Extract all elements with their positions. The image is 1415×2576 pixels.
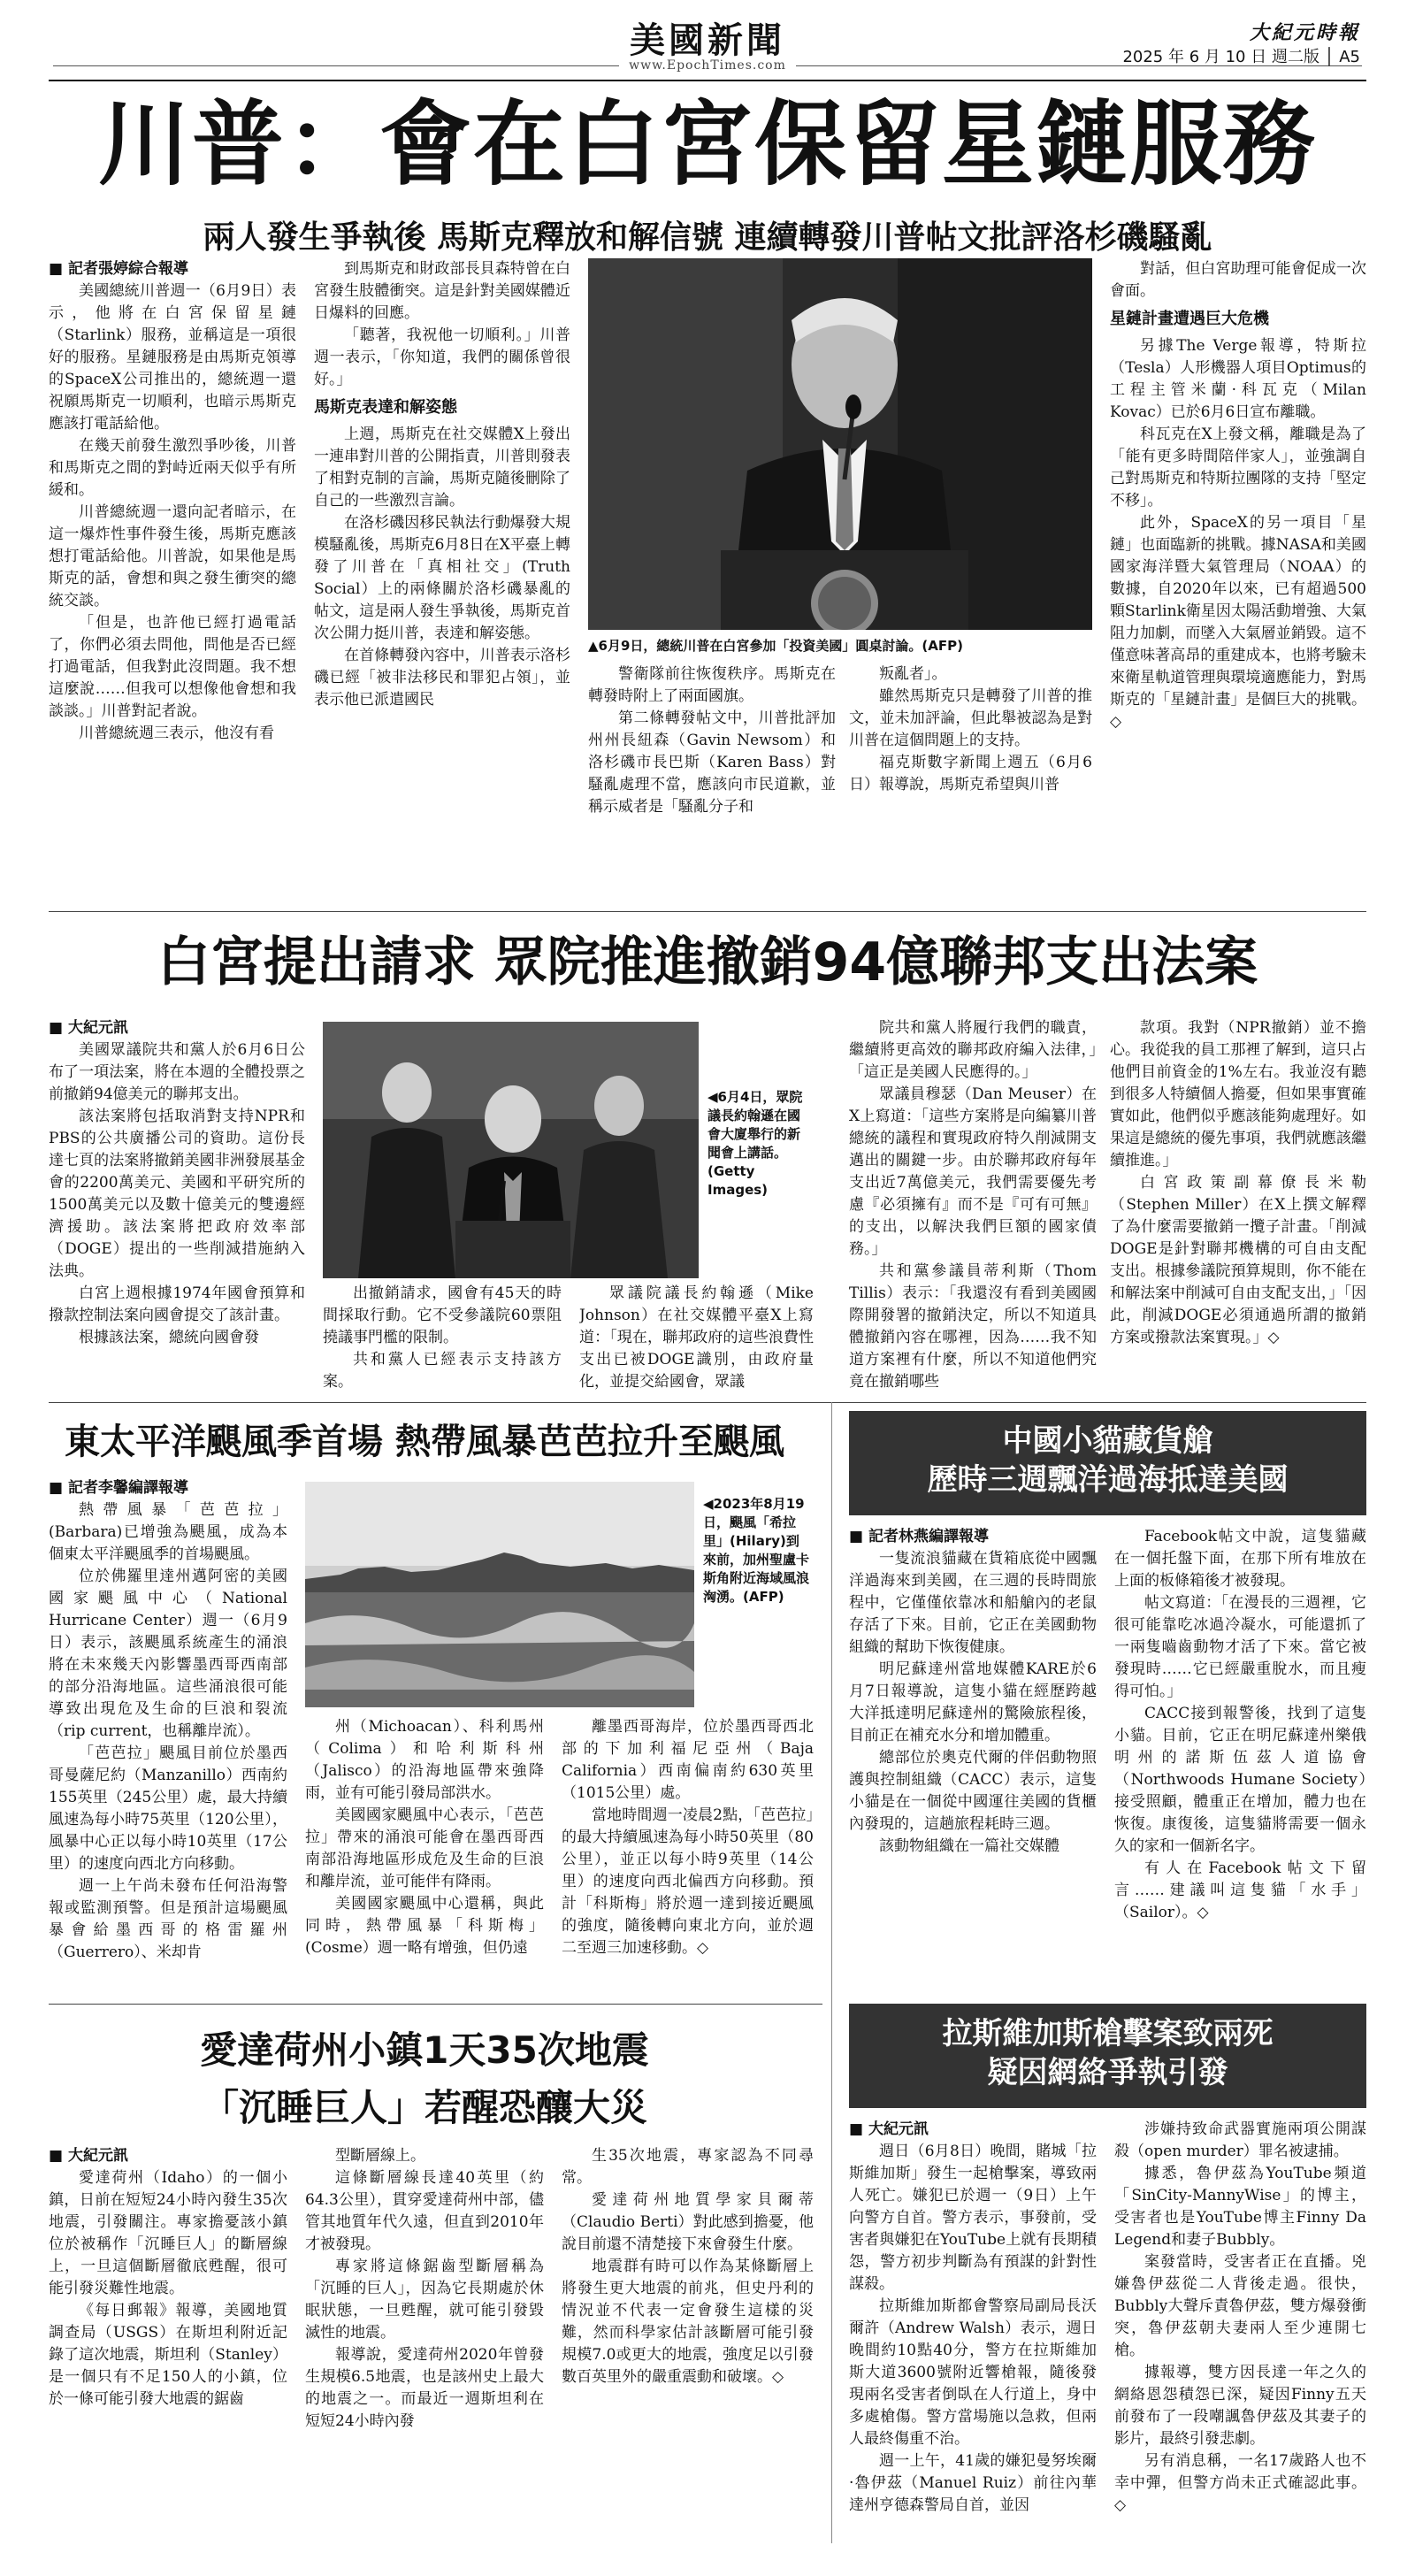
article1-col1 xyxy=(49,258,296,904)
article1-byline: ■ 記者張婷綜合報導 xyxy=(49,258,296,280)
paragraph: 當地時間週一凌晨2點，「芭芭拉」的最大持續風速為每小時50英里（80公里），並正以每小時9英里（14公里）的速度向西北偏西方向移動。預計「科斯梅」將於週一達到接近颶風的強度，隨後轉向東北方向，並於週二至週三加速移動。◇ xyxy=(562,1806,814,1957)
article1-col2-text xyxy=(314,258,570,391)
article6-col3 xyxy=(562,2145,814,2552)
paragraph: 在幾天前發生激烈爭吵後，川普和馬斯克之間的對峙近兩天似乎有所緩和。 xyxy=(49,437,296,499)
paragraph: 另有消息稱，一名17歲路人也不幸中彈，但警方尚未正式確認此事。◇ xyxy=(1114,2452,1366,2514)
article1-col4 xyxy=(849,663,1092,902)
paragraph: 報導說，愛達荷州2020年曾發生規模6.5地震，也是該州史上最大的地震之一。而最近一週斯坦利在短短24小時內發 xyxy=(305,2346,544,2430)
paragraph: 該動物組織在一篇社交媒體 xyxy=(879,1837,1059,1855)
paragraph: 離墨西哥海岸，位於墨西哥西北部的下加利福尼亞州（Baja California）西南偏南約630英里（1015公里）處。 xyxy=(562,1718,814,1802)
article3-col2 xyxy=(305,1716,544,1995)
article1-caption: ▲6月9日，總統川普在白宮參加「投資美國」圓桌討論。(AFP) xyxy=(588,638,963,654)
article2-col5-text xyxy=(1110,1017,1366,1349)
paragraph: 白宮上週根據1974年國會預算和撥款控制法案向國會提交了該計畫。 xyxy=(49,1284,305,1324)
article4-byline: ■ 記者林燕編譯報導 xyxy=(849,1526,1097,1548)
top-rule xyxy=(49,80,1366,81)
paragraph: 院共和黨人將履行我們的職責，繼續將更高效的聯邦政府編入法律，」「這正是美國人民應得的。」 xyxy=(849,1019,1097,1081)
paragraph: 叛亂者」。 xyxy=(879,665,947,683)
article2-photo xyxy=(323,1022,699,1278)
paragraph: 此外，SpaceX的另一項目「星鏈」也面臨新的挑戰。據NASA和美國國家海洋暨大氣管理局（NOAA）的數據，自2020年以來，已有超過500顆Starlink衛星因太陽活動增強、大氣阻力加劇，而墜入大氣層並銷毀。這不僅意味著高昂的重建成本，也將考驗未來衛星軌道管理與環境適應能力，對馬斯克的「星鏈計畫」是個巨大的挑戰。◇ xyxy=(1110,514,1366,731)
paragraph: 另據The Verge報導，特斯拉（Tesla）人形機器人項目Optimus的工程主管米蘭·科瓦克（Milan Kovac）已於6月6日宣布離職。 xyxy=(1110,337,1366,421)
article4-col1-text xyxy=(849,1548,1097,1858)
article6-col3-text xyxy=(562,2145,814,2388)
article6-col2 xyxy=(305,2145,544,2552)
article1-col3-text xyxy=(588,663,836,818)
article4-headline-line2: 歷時三週飄洋過海抵達美國 xyxy=(927,1462,1289,1498)
paragraph: 地震群有時可以作為某條斷層上將發生更大地震的前兆，但史丹利的情況並不代表一定會發生這樣的災難，然而科學家估計該斷層可能引發規模7.0或更大的地震，強度足以引發數百英里外的嚴重震動和破壞。◇ xyxy=(562,2258,814,2386)
article1-col5-heading: 星鏈計畫遭遇巨大危機 xyxy=(1110,310,1269,328)
paragraph: 共和黨參議員蒂利斯（Thom Tillis）表示：「我還沒有看到美國國際開發署的撤銷決定，所以不知道具體撤銷內容在哪裡，因為……我不知道方案裡有什麼，所以不知道他們究竟在撤銷哪些 xyxy=(849,1262,1097,1391)
article2-caption: ◀6月4日，眾院議長約翰遜在國會大廈舉行的新聞會上講話。(Getty Images) xyxy=(708,1089,803,1198)
article1-col5b-text xyxy=(1110,335,1366,733)
paragraph: 美國眾議院共和黨人於6月6日公布了一項法案，將在本週的全體投票之前撤銷94億美元的聯邦支出。 xyxy=(49,1041,305,1103)
article4-headline-line1: 中國小貓藏貨艙 xyxy=(1002,1423,1213,1459)
paragraph: 雖然馬斯克只是轉發了川普的推文，並未加評論，但此舉被認為是對川普在這個問題上的支持。 xyxy=(849,687,1092,749)
article1-col4-text xyxy=(849,663,1092,796)
paragraph: 該法案將包括取消對支持NPR和PBS的公共廣播公司的資助。這份長達七頁的法案將撤銷美國非洲發展基金會的2200萬美元、美國和平研究所的1500萬美元以及數十億美元的雙邊經濟援助。該法案將把政府效率部（DOGE）提出的一些削減措施納入法典。 xyxy=(49,1108,305,1280)
article6-col2-text xyxy=(305,2145,544,2433)
paragraph: 明尼蘇達州當地媒體KARE於6月7日報導說，這隻小貓在經歷跨越大洋抵達明尼蘇達州的驚險旅程後，目前正在補充水分和增加體重。 xyxy=(849,1660,1097,1744)
paragraph: 案發當時，受害者正在直播。兇嫌魯伊茲從二人背後走過。很快，Bubbly大聲斥責魯伊茲，雙方爆發衝突，魯伊茲朝夫妻兩人至少連開七槍。 xyxy=(1114,2253,1366,2359)
masthead-rule-left xyxy=(53,65,619,66)
article2-col4 xyxy=(849,1017,1097,1393)
article5-headline-line2: 疑因網絡爭執引發 xyxy=(987,2055,1228,2090)
divider-article1 xyxy=(49,911,1366,912)
article1-col2 xyxy=(314,258,570,904)
paragraph: 週一上午，41歲的嫌犯曼努埃爾·魯伊茲（Manuel Ruiz）前往內華達州亨德森警局自首，並因 xyxy=(849,2452,1097,2514)
paragraph: 據報導，雙方因長達一年之久的網絡恩怨積怨已深，疑因Finny五天前發布了一段嘲諷魯伊茲及其妻子的影片，最終引發悲劇。 xyxy=(1114,2364,1366,2448)
paragraph: 警衛隊前往恢復秩序。馬斯克在轉發時附上了兩面國旗。 xyxy=(588,665,836,705)
paragraph: 愛達荷州地質學家貝爾蒂（Claudio Berti）對此感到擔憂，他說目前還不清楚接下來會發生什麼。 xyxy=(562,2191,814,2253)
article3-photo xyxy=(305,1482,694,1707)
paragraph: 第二條轉發帖文中，川普批評加州州長紐森（Gavin Newsom）和洛杉磯市長巴斯（Karen Bass）對騷亂處理不當，應該向市民道歉，並稱示威者是「騷亂分子和 xyxy=(588,709,836,816)
article2-photo-illustration xyxy=(323,1022,699,1278)
paragraph: 根據該法案，總統向國會發 xyxy=(79,1329,259,1346)
article5-col2 xyxy=(1114,2119,1366,2552)
article3-col1 xyxy=(49,1477,287,1995)
article2-col3-text xyxy=(579,1283,814,1393)
paragraph: 在洛杉磯因移民執法行動爆發大規模騷亂後，馬斯克6月8日在X平臺上轉發了川普在「真相社交」(Truth Social）上的兩條關於洛杉磯暴亂的帖文，這是兩人發生爭執後，馬斯克首次公開力挺川普，表達和解姿態。 xyxy=(314,514,570,642)
paragraph: 一隻流浪貓藏在貨箱底從中國飄洋過海來到美國，在三週的長時間旅程中，它僅僅依靠冰和船艙內的老鼠存活了下來。目前，它正在美國動物組織的幫助下恢復健康。 xyxy=(849,1550,1097,1656)
article4-col1 xyxy=(849,1526,1097,1990)
paragraph: 美國國家颶風中心表示，「芭芭拉」帶來的涌浪可能會在墨西哥西南部沿海地區形成危及生命的巨浪和離岸流，並可能伴有降雨。 xyxy=(305,1806,544,1890)
divider-article3 xyxy=(49,2004,822,2005)
paragraph: 愛達荷州（Idaho）的一個小鎮，日前在短短24小時內發生35次地震，引發關注。專家擔憂該小鎮位於被稱作「沉睡巨人」的斷層線上，一旦這個斷層徹底甦醒，很可能引發災難性地震。 xyxy=(49,2169,287,2297)
article1-subhead: 兩人發生爭執後 馬斯克釋放和解信號 連續轉發川普帖文批評洛杉磯騷亂 xyxy=(203,219,1212,256)
article5-headline-line1: 拉斯維加斯槍擊案致兩死 xyxy=(942,2016,1274,2051)
article1-photo xyxy=(588,258,1092,630)
paragraph: 熱帶風暴「芭芭拉」(Barbara)已增強為颶風，成為本個東太平洋颶風季的首場颶風。 xyxy=(49,1501,287,1563)
article3-col3 xyxy=(562,1716,814,1995)
article3-col3-text xyxy=(562,1716,814,1959)
paragraph: 總部位於奧克代爾的伴侶動物照護與控制組織（CACC）表示，這隻小貓是在一個從中國運往美國的貨櫃內發現的，這趟旅程耗時三週。 xyxy=(849,1749,1097,1833)
paragraph: 眾議院議長約翰遜（Mike Johnson）在社交媒體平臺X上寫道：「現在，聯邦政府的這些浪費性支出已被DOGE識別，由政府量化，並提交給國會，眾議 xyxy=(579,1284,814,1391)
article6-headline-line1: 愛達荷州小鎮1天35次地震 xyxy=(200,2028,649,2072)
article3-col1-text xyxy=(49,1499,287,1964)
paragraph: 川普總統週一還向記者暗示，在這一爆炸性事件發生後，馬斯克應該想打電話給他。川普說，如果他是馬斯克的話，會想和與之發生衝突的總統交談。 xyxy=(49,503,296,610)
paragraph: 週日（6月8日）晚間，賭城「拉斯維加斯」發生一起槍擊案，導致兩人死亡。嫌犯已於週一（9日）上午向警方自首。警方表示，事發前，受害者與嫌犯在YouTube上就有長期積怨，警方初步判斷為有預謀的針對性謀殺。 xyxy=(849,2143,1097,2293)
article3-headline: 東太平洋颶風季首場 熱帶風暴芭芭拉升至颶風 xyxy=(65,1422,784,1462)
paragraph: 眾議員穆瑟（Dan Meuser）在X上寫道：「這些方案將是向編纂川普總統的議程和實現政府特久削減開支邁出的關鍵一步。由於聯邦政府每年支出近7萬億美元，我們需要優先考慮『必須擁有』而不是『可有可無』的支出，以解決我們巨額的國家債務。」 xyxy=(849,1085,1097,1258)
paragraph: CACC接到報警後，找到了這隻小貓。目前，它正在明尼蘇達州樂俄明州的諾斯伍茲人道協會（Northwoods Humane Society）接受照顧，體重正在增加，體力也在恢復。康復後，這隻貓將需要一個永久的家和一個新名字。 xyxy=(1114,1705,1366,1855)
paragraph: Facebook帖文中說，這隻貓藏在一個托盤下面，在那下所有堆放在上面的板條箱後才被發現。 xyxy=(1114,1528,1366,1590)
vertical-divider xyxy=(831,1402,832,2543)
paragraph: 科瓦克在X上發文稱，離職是為了「能有更多時間陪伴家人」，並強調自己對馬斯克和特斯拉團隊的支持「堅定不移」。 xyxy=(1110,426,1366,510)
article2-headline: 白宮提出請求 眾院推進撤銷94億聯邦支出法案 xyxy=(157,932,1258,993)
paragraph: 在首條轉發內容中，川普表示洛杉磯已經「被非法移民和罪犯占領」，並表示他已派遣國民 xyxy=(314,647,570,709)
paragraph: 《每日郵報》報導，美國地質調查局（USGS）在斯坦利附近記錄了這次地震，斯坦利（Stanley）是一個只有不足150人的小鎮，位於一條可能引發大地震的鋸齒 xyxy=(49,2302,287,2408)
paragraph: 位於佛羅里達州邁阿密的美國國家颶風中心（National Hurricane Center）週一（6月9日）表示，該颶風系統產生的涌浪將在未來幾天內影響墨西哥西南部的部分沿海地區。這些涌浪很可能導致出現危及生命的巨浪和裂流（rip current，也稱離岸流）。 xyxy=(49,1568,287,1740)
paragraph: 美國國家颶風中心還稱，與此同時，熱帶風暴「科斯梅」(Cosme）週一略有增強，但仍遠 xyxy=(305,1895,544,1957)
paragraph: 款項。我對（NPR撤銷）並不擔心。我從我的員工那裡了解到，這只占他們目前資金的1%左右。我並沒有聽到很多人特續個人擔憂，但如果事實確實如此，他們似乎應該能夠處理好。如果這是總統的優先事項，我們就應該繼續推進。」 xyxy=(1110,1019,1366,1169)
paragraph: 「但是，也許他已經打過電話了，你們必須去問他，問他是否已經打過電話，但我對此沒問題。我不想這麼說……但我可以想像他會想和我談談。」川普對記者說。 xyxy=(49,614,296,720)
paragraph: 拉斯維加斯都會警察局副局長沃爾許（Andrew Walsh）表示，週日晚間約10點40分，警方在拉斯維加斯大道3600號附近響槍報，隨後發現兩名受害者倒臥在人行道上，身中多處槍傷。警方當場施以急救，但兩人最終傷重不治。 xyxy=(849,2297,1097,2448)
article2-col1-text xyxy=(49,1039,305,1349)
site-url: www.EpochTimes.com xyxy=(629,58,786,73)
article2-col4-text xyxy=(849,1017,1097,1393)
article6-byline: ■ 大紀元訊 xyxy=(49,2145,287,2167)
article6-col1 xyxy=(49,2145,287,2552)
paragraph: 美國總統川普週一（6月9日）表示，他將在白宮保留星鏈（Starlink）服務，並稱這是一項很好的服務。星鏈服務是由馬斯克領導的SpaceX公司推出的，總統週一還祝願馬斯克一切順利，也暗示馬斯克應該打電話給他。 xyxy=(49,282,296,433)
paragraph: 到馬斯克和財政部長貝森特曾在白宮發生肢體衝突。這是針對美國媒體近日爆料的回應。 xyxy=(314,260,570,322)
section-title: 美國新聞 xyxy=(630,20,785,61)
article2-col5 xyxy=(1110,1017,1366,1393)
article2-col1 xyxy=(49,1017,305,1389)
article5-headline-box xyxy=(849,2004,1366,2108)
issue-date: 2025 年 6 月 10 日 週二版 │ A5 xyxy=(1122,48,1360,66)
paragraph: 專家將這條鋸齒型斷層稱為「沉睡的巨人」，因為它長期處於休眠狀態，一旦甦醒，就可能引發毀滅性的地震。 xyxy=(305,2258,544,2342)
paragraph: 據悉，魯伊茲為YouTube頻道「SinCity-MannyWise」的博主，受害者也是YouTube博主Finny Da Legend和妻子Bubbly。 xyxy=(1114,2165,1366,2249)
article3-photo-illustration xyxy=(305,1482,694,1707)
paragraph: 週一上午尚未發布任何沿海警報或監測預警。但是預計這場颶風暴會給墨西哥的格雷羅州（Guerrero）、米却肯 xyxy=(49,1877,287,1961)
paragraph: 這條斷層線長達40英里（約64.3公里），貫穿愛達荷州中部，儘管其地質年代久遠，但直到2010年才被發現。 xyxy=(305,2169,544,2253)
paragraph: 帖文寫道：「在漫長的三週裡，它很可能靠吃冰過冷凝水，可能還抓了一兩隻嚙齒動物才活了下來。當它被發現時……它已經嚴重脫水，而且瘦得可怕。」 xyxy=(1114,1594,1366,1700)
article6-headline-line2: 「沉睡巨人」若醒恐釀大災 xyxy=(201,2086,647,2129)
article1-col5 xyxy=(1110,258,1366,904)
article1-photo-illustration xyxy=(588,258,1092,630)
article2-col2-text xyxy=(323,1283,562,1393)
paragraph: 福克斯數字新聞上週五（6月6日）報導說，馬斯克希望與川普 xyxy=(849,754,1092,794)
article1-col2-heading: 馬斯克表達和解姿態 xyxy=(314,398,457,417)
paragraph: 「聽著，我祝他一切順利。」川普週一表示，「你知道，我們的關係曾很好。」 xyxy=(314,326,570,388)
paragraph: 共和黨人已經表示支持該方案。 xyxy=(323,1351,562,1391)
article1-headline: 川普：會在白宮保留星鏈服務 xyxy=(97,90,1317,198)
article2-col2 xyxy=(323,1283,562,1393)
article4-col2-text xyxy=(1114,1526,1366,1924)
paragraph: 白宮政策副幕僚長米勒（Stephen Miller）在X上撰文解釋了為什麼需要撤銷一攬子計畫。「削減DOGE是針對聯邦機構的可自由支配支出。根據參議院預算規則，你不能在和解法案中削減可自由支配支出，」「因此，削減DOGE必須通過所謂的撤銷方案或撥款法案實現。」◇ xyxy=(1110,1174,1366,1346)
article3-col2-text xyxy=(305,1716,544,1959)
article4-headline-box xyxy=(849,1411,1366,1515)
paragraph: 「芭芭拉」颶風目前位於墨西哥曼薩尼約（Manzanillo）西南約155英里（245公里）處，最大持續風速為每小時75英里（120公里），風暴中心正以每小時10英里（17公里）的速度向西北方向移動。 xyxy=(49,1744,287,1873)
paragraph: 對話，但白宮助理可能會促成一次會面。 xyxy=(1110,260,1366,300)
paragraph: 型斷層線上。 xyxy=(335,2147,425,2165)
paragraph: 有人在Facebook帖文下留言……建議叫這隻貓「水手」（Sailor）。◇ xyxy=(1114,1859,1366,1921)
paragraph: 涉嫌持致命武器實施兩項公開謀殺（open murder）罪名被逮捕。 xyxy=(1114,2120,1366,2160)
article3-caption: ◀2023年8月19日，颶風「希拉里」(Hilary)到來前，加州聖盧卡斯角附近海域風浪洶湧。(AFP) xyxy=(703,1496,810,1605)
article2-col3 xyxy=(579,1283,814,1393)
paragraph: 出撤銷請求，國會有45天的時間採取行動。它不受參議院60票阻撓議事門檻的限制。 xyxy=(323,1284,562,1346)
article5-byline: ■ 大紀元訊 xyxy=(849,2119,1097,2141)
paragraph: 生35次地震，專家認為不同尋常。 xyxy=(562,2147,814,2187)
article2-byline: ■ 大紀元訊 xyxy=(49,1017,305,1039)
article6-col1-text xyxy=(49,2167,287,2411)
article5-col2-text xyxy=(1114,2119,1366,2517)
article3-byline: ■ 記者李馨編譯報導 xyxy=(49,1477,287,1499)
article1-col1-text xyxy=(49,280,296,745)
divider-article2 xyxy=(49,1402,1366,1403)
paragraph: 州（Michoacan）、科利馬州（Colima）和哈利斯科州（Jalisco）的沿海地區帶來強降雨，並有可能引發局部洪水。 xyxy=(305,1718,544,1802)
paragraph: 上週，馬斯克在社交媒體X上發出一連串對川普的公開指責，川普則發表了相對克制的言論，馬斯克隨後刪除了自己的一些激烈言論。 xyxy=(314,426,570,510)
article5-col1 xyxy=(849,2119,1097,2552)
paragraph: 川普總統週三表示，他沒有看 xyxy=(79,724,274,742)
article1-col5-text xyxy=(1110,258,1366,303)
article1-col3 xyxy=(588,663,836,902)
article4-col2 xyxy=(1114,1526,1366,1990)
paper-name: 大紀元時報 xyxy=(1249,21,1360,44)
article5-col1-text xyxy=(849,2141,1097,2517)
article1-col2b-text xyxy=(314,424,570,711)
